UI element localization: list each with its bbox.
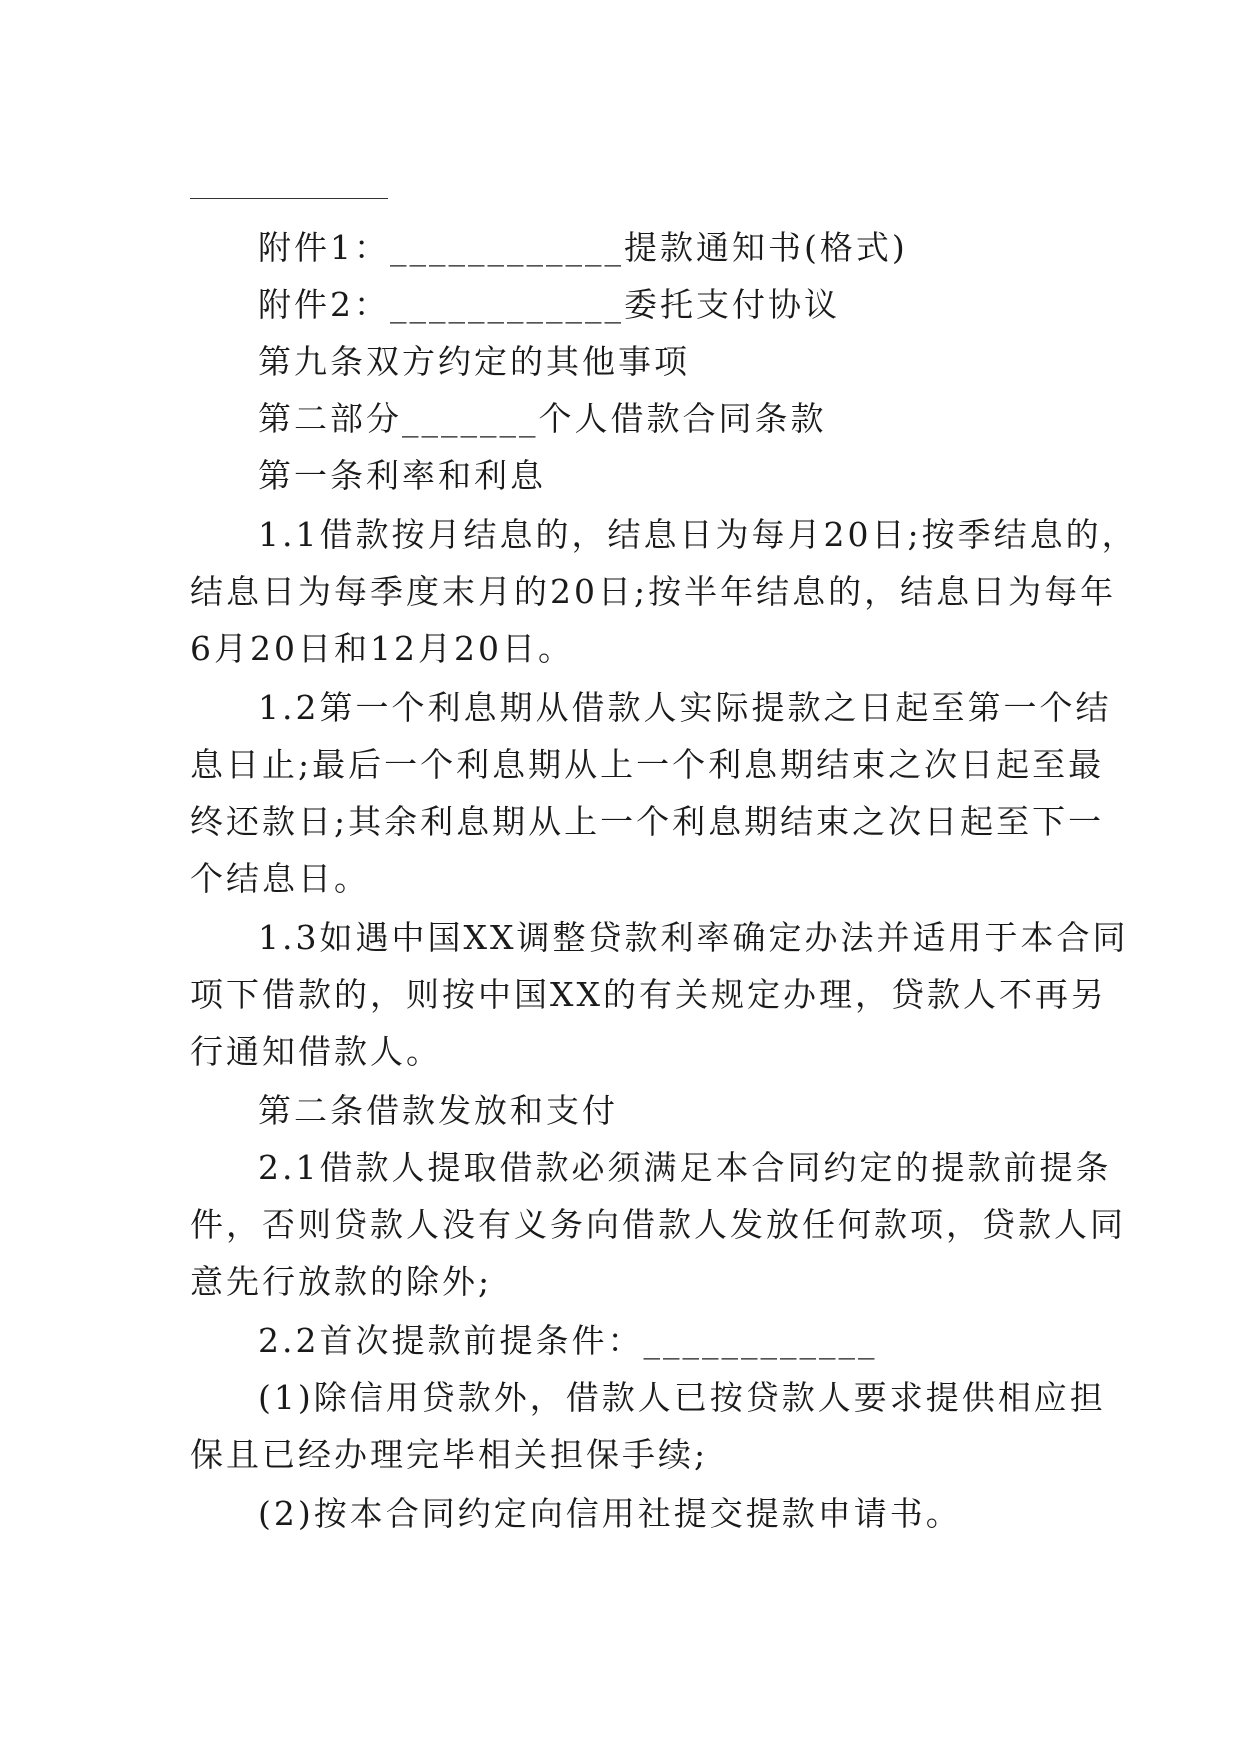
clause-2-1-line-1: 2.1借款人提取借款必须满足本合同约定的提款前提条 bbox=[258, 1148, 1112, 1187]
clause-1-1-line-1: 1.1借款按月结息的，结息日为每月20日;按季结息的， bbox=[258, 515, 1138, 554]
clause-2-1-line-3: 意先行放款的除外; bbox=[190, 1262, 493, 1301]
attachment-2-line: 附件2：____________委托支付协议 bbox=[258, 285, 840, 324]
item-1-line-2: 保且已经办理完毕相关担保手续; bbox=[190, 1435, 709, 1474]
top-blank-rule bbox=[190, 198, 388, 199]
clause-1-1-line-3: 6月20日和12月20日。 bbox=[190, 629, 574, 668]
part-2-heading: 第二部分_______个人借款合同条款 bbox=[258, 399, 827, 438]
article-9-heading: 第九条双方约定的其他事项 bbox=[258, 342, 690, 381]
clause-1-2-line-3: 终还款日;其余利息期从上一个利息期结束之次日起至下一 bbox=[190, 802, 1105, 841]
attachment-1-line: 附件1：____________提款通知书(格式) bbox=[258, 228, 908, 267]
clause-2-2-line: 2.2首次提款前提条件：____________ bbox=[258, 1321, 878, 1360]
clause-1-3-line-1: 1.3如遇中国XX调整贷款利率确定办法并适用于本合同 bbox=[258, 918, 1129, 957]
clause-1-2-line-4: 个结息日。 bbox=[190, 859, 370, 898]
clause-2-1-line-2: 件，否则贷款人没有义务向借款人发放任何款项，贷款人同 bbox=[190, 1205, 1126, 1244]
article-1-heading: 第一条利率和利息 bbox=[258, 456, 546, 495]
item-2-line: (2)按本合同约定向信用社提交提款申请书。 bbox=[258, 1494, 962, 1533]
clause-1-2-line-1: 1.2第一个利息期从借款人实际提款之日起至第一个结 bbox=[258, 688, 1112, 727]
clause-1-1-line-2: 结息日为每季度末月的20日;按半年结息的，结息日为每年 bbox=[190, 572, 1117, 611]
clause-1-2-line-2: 息日止;最后一个利息期从上一个利息期结束之次日起至最 bbox=[190, 745, 1105, 784]
clause-1-3-line-2: 项下借款的，则按中国XX的有关规定办理，贷款人不再另 bbox=[190, 975, 1107, 1014]
clause-1-3-line-3: 行通知借款人。 bbox=[190, 1032, 442, 1071]
article-2-heading: 第二条借款发放和支付 bbox=[258, 1091, 618, 1130]
item-1-line-1: (1)除信用贷款外，借款人已按贷款人要求提供相应担 bbox=[258, 1378, 1106, 1417]
